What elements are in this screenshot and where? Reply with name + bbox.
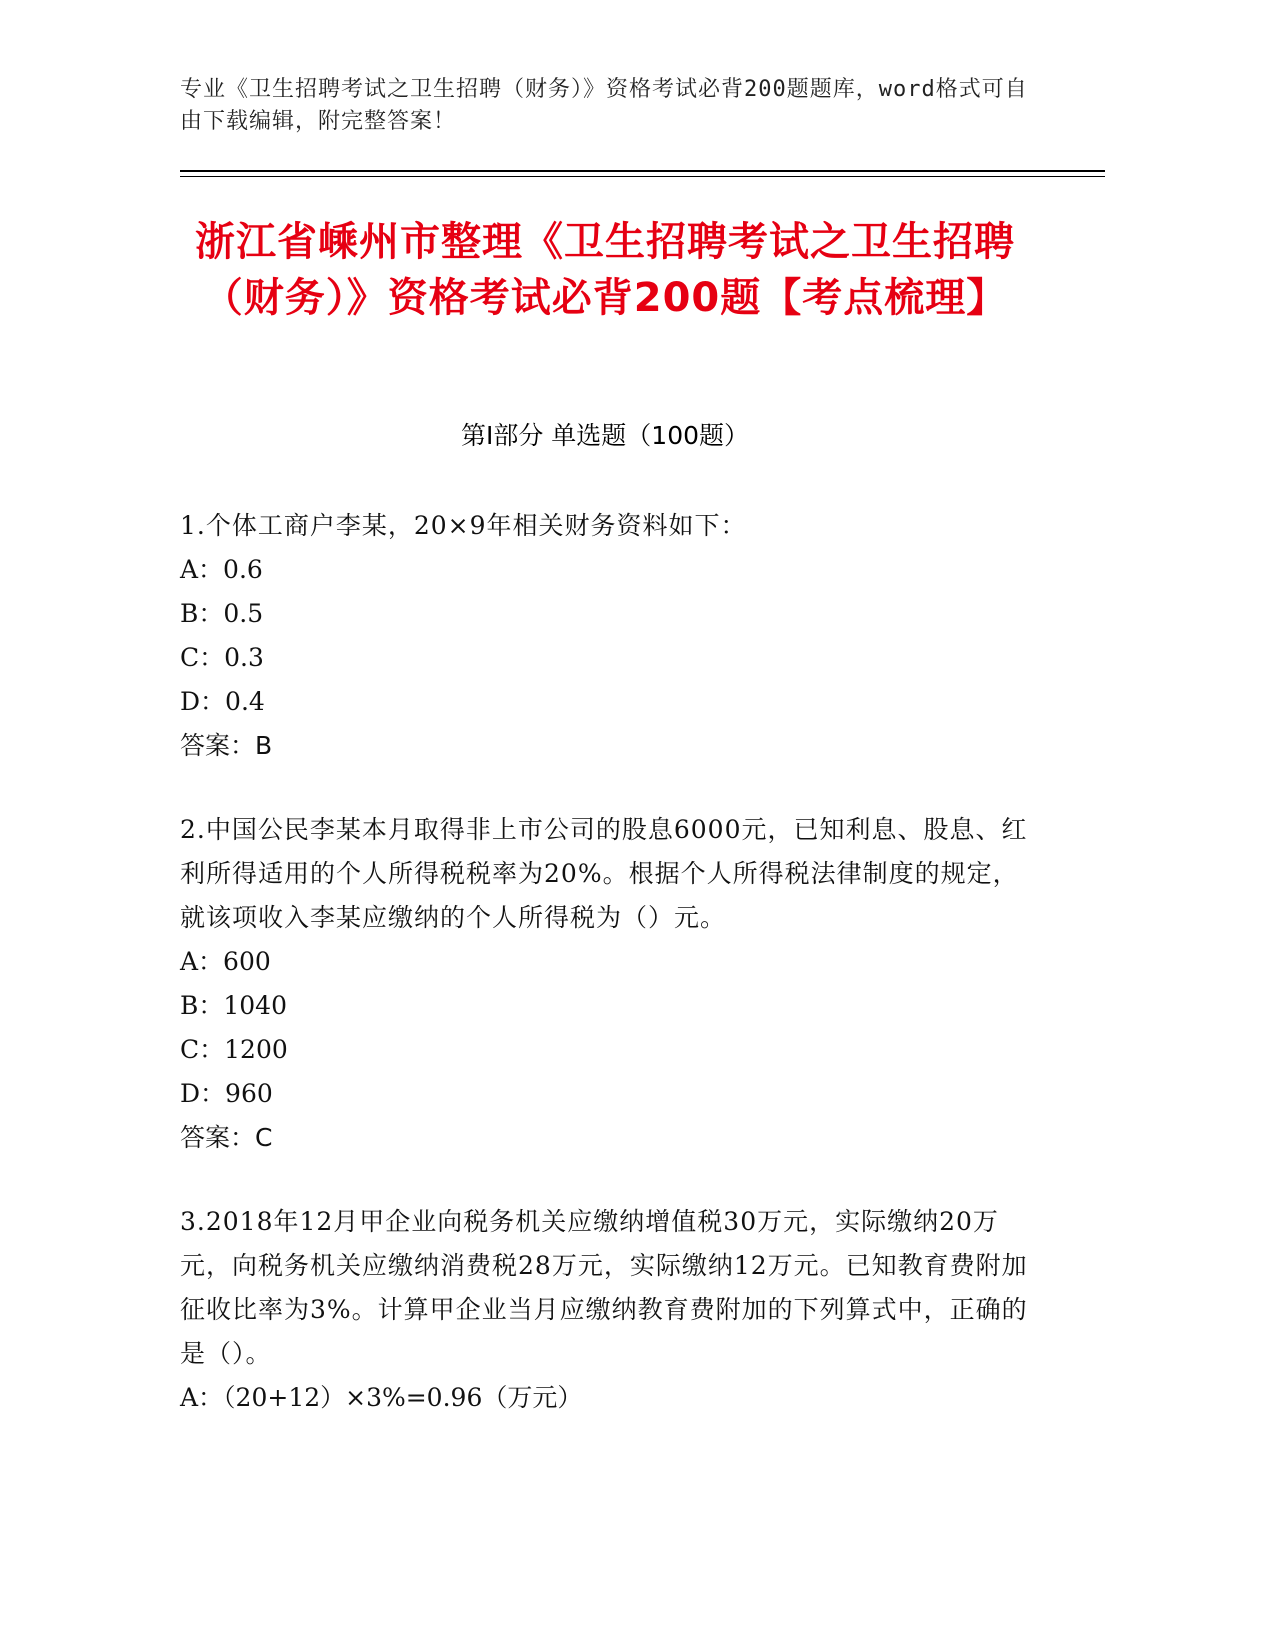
option-d: D：960 [180,1079,273,1108]
header-divider [180,170,1105,172]
option-a: A：（20+12）×3%=0.96（万元） [180,1383,583,1412]
option-b: B：0.5 [180,599,264,628]
option-a: A：600 [180,947,271,976]
question-2 [180,808,1040,1160]
question-stem: 1.个体工商户李某，20×9年相关财务资料如下： [180,511,747,540]
question-1 [180,504,1040,768]
answer: 答案：C [180,1123,273,1152]
answer: 答案：B [180,731,273,760]
option-b: B：1040 [180,991,287,1020]
option-c: C：1200 [180,1035,288,1064]
header-divider-thin [180,176,1105,177]
header-note: 专业《卫生招聘考试之卫生招聘（财务）》资格考试必背200题题库，word格式可自由下载编辑，附完整答案！ [180,77,1028,134]
document-title: 浙江省嵊州市整理《卫生招聘考试之卫生招聘（财务）》资格考试必背200题【考点梳理】 [195,219,1015,321]
option-c: C：0.3 [180,643,264,672]
section-heading: 第Ⅰ部分 单选题（100题） [460,421,750,450]
question-stem: 3.2018年12月甲企业向税务机关应缴纳增值税30万元，实际缴纳20万元，向税务机关应缴纳消费税28万元，实际缴纳12万元。已知教育费附加征收比率为3%。计算甲企业当月应缴纳教育费附加的下列算式中，正确的是（）。 [180,1207,1028,1368]
option-a: A：0.6 [180,555,263,584]
option-d: D：0.4 [180,687,265,716]
question-stem: 2.中国公民李某本月取得非上市公司的股息6000元，已知利息、股息、红利所得适用的个人所得税税率为20%。根据个人所得税法律制度的规定，就该项收入李某应缴纳的个人所得税为（）元。 [180,815,1028,932]
question-3 [180,1200,1040,1420]
